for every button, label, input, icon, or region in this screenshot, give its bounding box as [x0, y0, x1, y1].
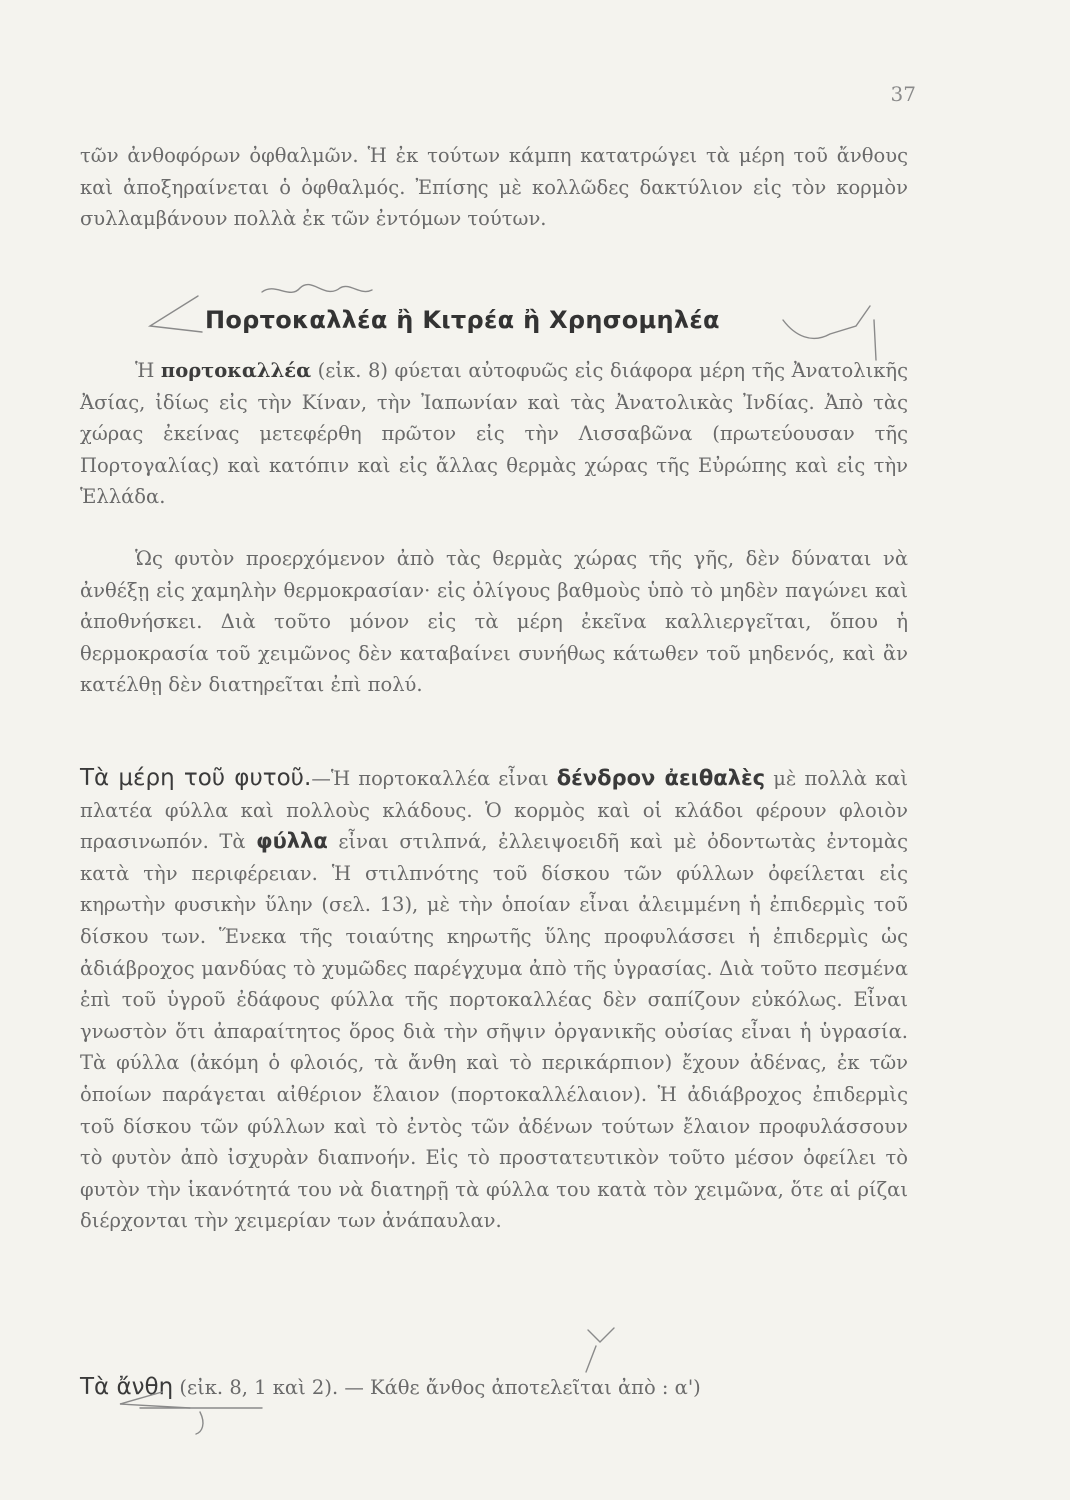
- plant-parts-text-3: εἶναι στιλπνά, ἐλλειψοειδῆ καὶ μὲ ὀδοντωτὰς ἐντομὰς κατὰ τὴν περιφέρειαν. Ἡ στιλπνότης τοῦ δίσκου τῶν φύλλων ὀφείλεται εἰς κηρωτὴν φυσικὴν ὕλην (σελ. 13), μὲ τὴν ὁποίαν εἶναι ἀλειμμένη ἡ ἐπιδερμὶς τοῦ δίσκου των. Ἕνεκα τῆς τοιαύτης κηρωτῆς ὕλης προφυλάσσει ἡ ἐπιδερμὶς ὡς ἀδιάβροχος μανδύας τὸ χυμῶδες παρέγχυμα ἀπὸ τῆς ὑγρασίας. Διὰ τοῦτο πεσμένα ἐπὶ τοῦ ὑγροῦ ἐδάφους φύλλα τῆς πορτοκαλλέας δὲν σαπίζουν εὐκόλως. Εἶναι γνωστὸν ὅτι ἀπαραίτητος ὅρος διὰ τὴν σῆψιν ὀργανικῆς οὐσίας εἶναι ἡ ὑγρασία. Τὰ φύλλα (ἀκόμη ὁ φλοιός, τὰ ἄνθη καὶ τὸ περικάρπιον) ἔχουν ἀδένας, ἐκ τῶν ὁποίων παράγεται αἰθέριον ἔλαιον (πορτοκαλλέλαιον). Ἡ ἀδιάβροχος ἐπιδερμὶς τοῦ δίσκου τῶν φύλλων καὶ τὸ ἐντὸς τῶν ἀδένων τούτων ἔλαιον προφυλάσσουν τὸ φυτὸν ἀπὸ ἰσχυρὰν διαπνοήν. Εἰς τὸ προστατευτικὸν τοῦτο μέσον ὀφείλει τὸ φυτὸν τὴν ἱκανότητά του νὰ διατηρῇ τὰ φύλλα του κατὰ τὸν χειμῶνα, ὅτε αἱ ρίζαι διέρχονται τὴν χειμερίαν των ἀνάπαυλαν.: [80, 830, 909, 1233]
- page-number: 37: [890, 82, 916, 106]
- plant-parts-text-1: —Ἡ πορτοκαλλέα εἶναι: [311, 767, 557, 790]
- pencil-check-mark: [783, 306, 876, 360]
- pencil-bottom-check: [586, 1328, 614, 1372]
- section-heading: Πορτοκαλλέα ἢ Κιτρέα ἢ Χρησομηλέα: [205, 306, 720, 334]
- term-leaves: φύλλα: [256, 829, 328, 854]
- paragraph-intro: τῶν ἀνθοφόρων ὀφθαλμῶν. Ἡ ἐκ τούτων κάμπη κατατρώγει τὰ μέρη τοῦ ἄνθους καὶ ἀποξηραίνεται ὁ ὀφθαλμός. Ἐπίσης μὲ κολλῶδες δακτύλιον εἰς τὸν κορμὸν συλλαμβάνουν πολλὰ ἐκ τῶν ἐντόμων τούτων.: [80, 144, 908, 231]
- pencil-scribble: [262, 285, 372, 293]
- plant-parts-text-2: μὲ πολλὰ καὶ πλατέα φύλλα καὶ πολλοὺς κλάδους. Ὁ κορμὸς καὶ οἱ κλάδοι φέρουν φλοιὸν πρασινωπόν. Τὰ: [80, 767, 908, 854]
- pencil-bracket-left: [150, 296, 202, 332]
- paragraph-origin-text: (εἰκ. 8) φύεται αὐτοφυῶς εἰς διάφορα μέρη τῆς Ἀνατολικῆς Ἀσίας, ἰδίως εἰς τὴν Κίναν, τὴν Ἰαπωνίαν καὶ τὰς Ἀνατολικὰς Ἰνδίας. Ἀπὸ τὰς χώρας ἐκείνας μετεφέρθη πρῶτον εἰς τὴν Λισσαβῶνα (πρωτεύουσαν τῆς Πορτογαλίας) καὶ κατόπιν καὶ εἰς ἄλλας θερμὰς χώρας τῆς Εὐρώπης καὶ εἰς τὴν Ἑλλάδα.: [80, 359, 908, 509]
- term-evergreen-tree: δένδρον ἀειθαλὲς: [556, 766, 766, 790]
- flowers-text: (εἰκ. 8, 1 καὶ 2). — Κάθε ἄνθος ἀποτελεῖται ἀπὸ : α'): [173, 1376, 701, 1399]
- subheading-flowers: Τὰ ἄνθη: [80, 1374, 174, 1400]
- pencil-bracket-flower: [196, 1412, 203, 1434]
- term-portokallea: πορτοκαλλέα: [160, 359, 312, 382]
- paragraph-climate: Ὡς φυτὸν προερχόμενον ἀπὸ τὰς θερμὰς χώρας τῆς γῆς, δὲν δύναται νὰ ἀνθέξῃ εἰς χαμηλὴν θερμοκρασίαν· εἰς ὀλίγους βαθμοὺς ὑπὸ τὸ μηδὲν παγώνει καὶ ἀποθνήσκει. Διὰ τοῦτο μόνον εἰς τὰ μέρη ἐκεῖνα καλλιεργεῖται, ὅπου ἡ θερμοκρασία τοῦ χειμῶνος δὲν καταβαίνει συνήθως κάτωθεν τοῦ μηδενός, καὶ ἂν κατέλθῃ δὲν διατηρεῖται ἐπὶ πολύ.: [80, 547, 908, 697]
- paragraph-origin-article: Ἡ: [135, 359, 161, 382]
- subheading-plant-parts: Τὰ μέρη τοῦ φυτοῦ.: [80, 765, 312, 791]
- pencil-underline-left: [120, 1392, 190, 1408]
